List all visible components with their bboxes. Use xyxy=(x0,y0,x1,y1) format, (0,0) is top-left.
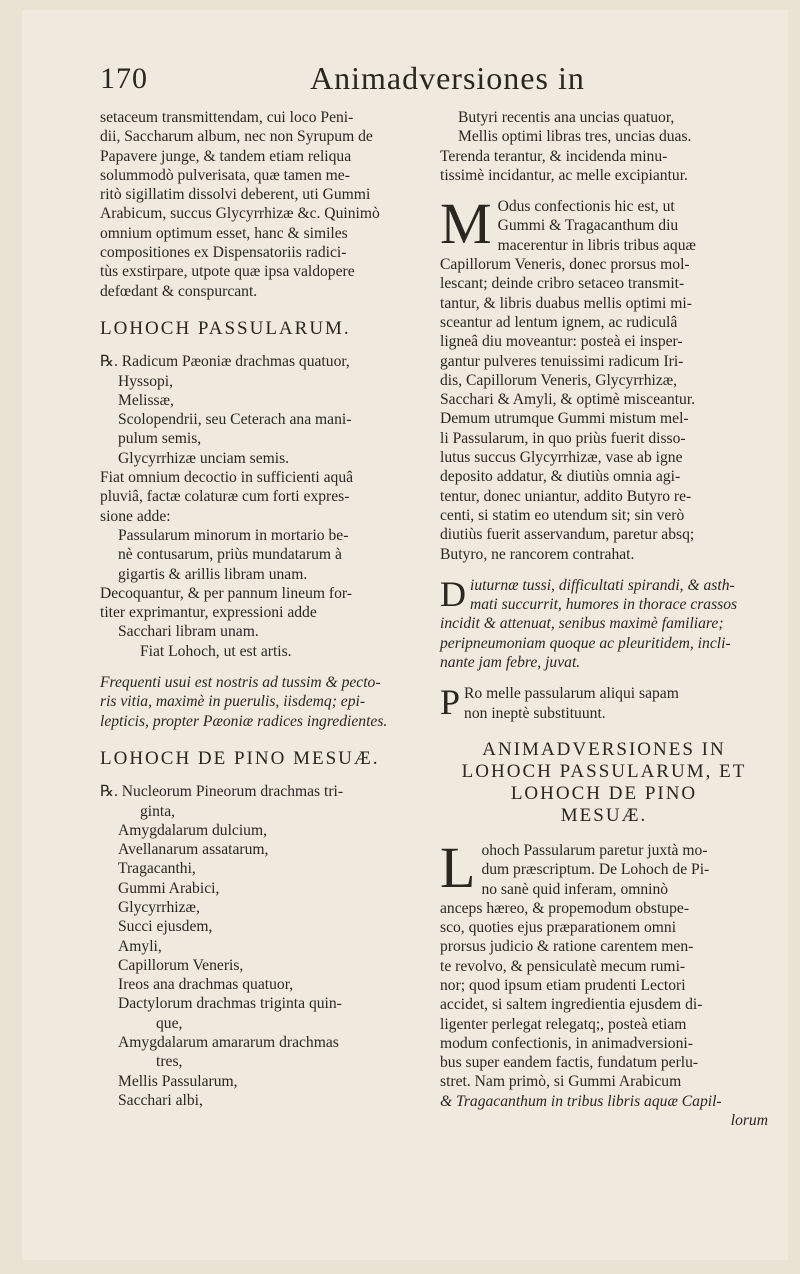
text-line: sco, quoties ejus præparationem omni xyxy=(440,919,677,937)
recipe-line: Tragacanthi, xyxy=(118,860,196,878)
text-line: nante jam febre, juvat. xyxy=(440,654,581,672)
recipe-line: tres, xyxy=(156,1053,183,1071)
recipe-line: pulum semis, xyxy=(118,430,202,448)
recipe-line: que, xyxy=(156,1014,183,1032)
heading-line: MESUÆ. xyxy=(560,804,648,826)
heading-line: ANIMADVERSIONES IN xyxy=(482,738,726,760)
catchword: lorum xyxy=(730,1112,768,1130)
text-line: tentur, donec uniantur, addito Butyro re- xyxy=(440,487,692,505)
heading-line: LOHOCH DE PINO xyxy=(510,782,698,804)
text-line: dum præscriptum. De Lohoch de Pi- xyxy=(481,861,710,879)
text-line: diutiùs fuerit asservandum, paretur absq; xyxy=(440,526,695,544)
lohoch-paragraph xyxy=(440,834,768,1130)
recipe-line: ℞. Radicum Pæoniæ drachmas quatuor, xyxy=(100,353,350,371)
text-line: Passularum minorum in mortario be- xyxy=(118,526,349,544)
italic-note xyxy=(440,573,768,672)
text-line: setaceum transmittendam, cui loco Peni- xyxy=(100,109,354,126)
text-line: Papavere junge, & tandem etiam reliqua xyxy=(100,147,352,165)
recipe-line: Glycyrrhizæ unciam semis. xyxy=(118,449,290,467)
recipe-line: Avellanarum assatarum, xyxy=(118,841,269,859)
text-line: peripneumoniam quoque ac pleuritidem, incli- xyxy=(440,634,731,652)
recipe-line: Ireos ana drachmas quatuor, xyxy=(118,976,294,994)
recipe-line: Scolopendrii, seu Ceterach ana mani- xyxy=(118,411,352,429)
text-line: Frequenti usui est nostris ad tussim & pecto- xyxy=(100,674,381,692)
text-line: ligenter perlegat relegatq;, posteà etiam xyxy=(440,1015,687,1033)
text-line: nè contusarum, priùs mundatarum à xyxy=(118,546,342,564)
text-line: Odus confectionis hic est, ut xyxy=(497,198,675,216)
italic-note xyxy=(100,673,422,731)
text-line: iuturnæ tussi, difficultati spirandi, & asth- xyxy=(470,576,735,594)
text-line: Demum utrumque Gummi mistum mel- xyxy=(440,410,689,428)
recipe-line: Gummi Arabici, xyxy=(118,879,220,897)
text-line: centi, si statim eo utendum sit; sin verò xyxy=(440,506,685,524)
text-line: te revolvo, & pensiculatè mecum rumi- xyxy=(440,957,686,975)
text-line: omnium optimum esset, hanc & similes xyxy=(100,224,348,242)
recipe-line: Succi ejusdem, xyxy=(118,918,213,936)
recipe-line: ℞. Nucleorum Pineorum drachmas tri- xyxy=(100,783,344,801)
recipe-line: Melissæ, xyxy=(118,391,174,409)
text-line: modum confectionis, in animadversioni- xyxy=(440,1034,693,1052)
text-line: sione adde: xyxy=(100,507,171,525)
text-line: Arabicum, succus Glycyrrhizæ &c. Quinimò xyxy=(100,205,380,223)
text-line: no sanè quid inferam, omninò xyxy=(481,880,669,898)
recipe-continuation xyxy=(440,108,768,185)
text-line: li Passularum, in quo priùs fuerit disso- xyxy=(440,429,686,447)
text-line: prorsus judicio & ratione carentem men- xyxy=(440,938,694,956)
text-line: bus super eandem factis, fundatum perlu- xyxy=(440,1054,699,1072)
text-line: stret. Nam primò, si Gummi Arabicum xyxy=(440,1073,682,1091)
recipe-line: Amygdalarum dulcium, xyxy=(118,821,267,839)
section-heading: LOHOCH DE PINO MESUÆ. xyxy=(100,747,380,769)
recipe-line: Amyli, xyxy=(118,937,162,955)
modus-paragraph xyxy=(440,191,768,564)
text-line: ohoch Passularum paretur juxtà mo- xyxy=(481,841,708,859)
text-line: Fiat omnium decoctio in sufficienti aquâ xyxy=(100,469,354,487)
text-line: anceps hæreo, & propemodum obstupe- xyxy=(440,899,690,917)
recipe-line: Hyssopi, xyxy=(118,372,174,390)
text-line: pluviâ, factæ colaturæ cum forti expres- xyxy=(100,488,350,506)
text-line: lepticis, propter Pæoniæ radices ingredientes. xyxy=(100,712,388,730)
recipe-line: Amygdalarum amararum drachmas xyxy=(118,1034,339,1052)
recipe-line: Glycyrrhizæ, xyxy=(118,898,200,916)
left-column xyxy=(100,108,422,1110)
text-line: titer exprimantur, expressioni adde xyxy=(100,604,317,622)
text-line: Ro melle passularum aliqui sapam xyxy=(464,685,679,703)
text-line: Gummi & Tragacanthum diu xyxy=(497,217,679,235)
text-line: tùs exstirpare, utpote quæ ipsa valdopere xyxy=(100,263,355,281)
heading-line: LOHOCH PASSULARUM, ET xyxy=(461,760,747,782)
text-line: non ineptè substituunt. xyxy=(464,704,606,722)
text-line: ligneâ diu moveantur: posteà ei insper- xyxy=(440,333,683,351)
right-column xyxy=(440,108,768,1130)
section-heading: LOHOCH PASSULARUM. xyxy=(100,317,351,339)
text-line: compositiones ex Dispensatoriis radici- xyxy=(100,244,347,262)
recipe-pino xyxy=(100,782,422,1110)
text-line: lescant; deinde cribro setaceo transmit- xyxy=(440,275,685,293)
text-line: accidet, si saltem ingredientia ejusdem di- xyxy=(440,996,703,1014)
text-line: Sacchari & Amyli, & optimè misceantur. xyxy=(440,391,696,409)
recipe-line: Dactylorum drachmas triginta quin- xyxy=(118,995,342,1013)
recipe-line: Butyri recentis ana uncias quatuor, xyxy=(458,109,675,126)
text-line: defœdant & conspurcant. xyxy=(100,282,258,300)
text-line: Decoquantur, & per pannum lineum for- xyxy=(100,584,352,602)
text-line: Terenda terantur, & incidenda minu- xyxy=(440,147,668,165)
text-line: tissimè incidantur, ac melle excipiantur. xyxy=(440,166,688,184)
pro-paragraph xyxy=(440,684,768,723)
drop-cap: D xyxy=(440,573,466,614)
drop-cap: L xyxy=(440,834,476,900)
recipe-line: ginta, xyxy=(140,802,176,820)
recipe-line: Mellis optimi libras tres, uncias duas. xyxy=(458,128,692,146)
recipe-line: Mellis Passularum, xyxy=(118,1072,238,1090)
text-line: dis, Capillorum Veneris, Glycyrrhizæ, xyxy=(440,371,678,389)
section-heading xyxy=(440,739,768,827)
page-number: 170 xyxy=(100,62,148,95)
text-line: tantur, & libris duabus mellis optimi mi- xyxy=(440,294,692,312)
text-line: incidit & attenuat, senibus maximè familiare; xyxy=(440,615,724,633)
text-line: mati succurrit, humores in thorace crassos xyxy=(470,596,738,614)
text-line: solummodò pulverisata, quæ tamen me- xyxy=(100,166,350,184)
text-line: ris vitia, maximè in puerulis, iisdemq; epi- xyxy=(100,693,366,711)
text-line: Capillorum Veneris, donec prorsus mol- xyxy=(440,256,690,274)
text-line: gigartis & arillis libram unam. xyxy=(118,565,308,583)
text-line: Butyro, ne rancorem contrahat. xyxy=(440,545,635,563)
text-line: Sacchari libram unam. xyxy=(118,623,259,641)
drop-cap: M xyxy=(440,191,492,257)
text-line: deposito addatur, & diutiùs omnia agi- xyxy=(440,468,681,486)
text-line: nor; quod ipsum etiam prudenti Lectori xyxy=(440,976,686,994)
text-line: Fiat Lohoch, ut est artis. xyxy=(140,642,292,660)
recipe-passularum xyxy=(100,352,422,661)
text-line: macerentur in libris tribus aquæ xyxy=(497,236,696,254)
text-line: sceantur ad lentum ignem, ac rudiculâ xyxy=(440,313,678,331)
recipe-line: Capillorum Veneris, xyxy=(118,956,244,974)
text-line: dii, Saccharum album, nec non Syrupum de xyxy=(100,128,373,146)
text-line: gantur pulveres tenuissimi radicum Iri- xyxy=(440,352,684,370)
text-line: ritò sigillatim dissolvi deberent, uti Gummi xyxy=(100,186,371,204)
intro-paragraph xyxy=(100,108,422,301)
drop-cap: P xyxy=(440,682,461,723)
running-title: Animadversiones in xyxy=(310,60,585,96)
text-line: lutus succus Glycyrrhizæ, vase ab igne xyxy=(440,449,683,467)
recipe-line: Sacchari albi, xyxy=(118,1091,203,1109)
text-line: & Tragacanthum in tribus libris aquæ Capil- xyxy=(440,1092,722,1110)
running-header xyxy=(100,60,700,100)
